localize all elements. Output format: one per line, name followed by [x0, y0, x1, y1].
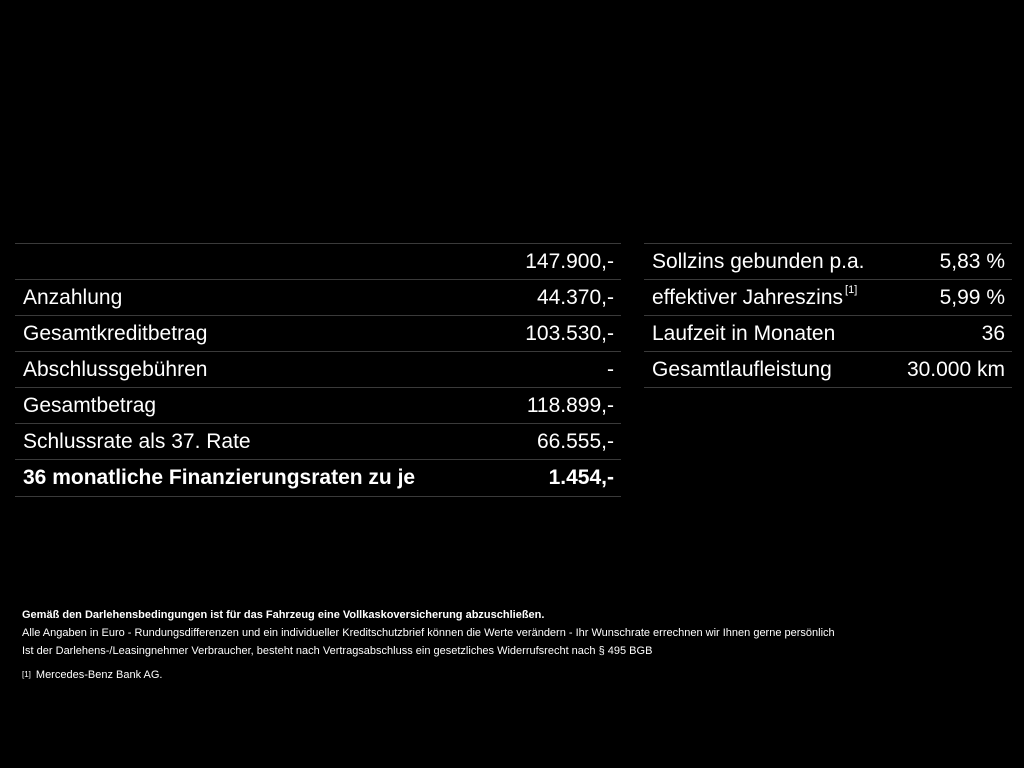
financing-row-total-amount: [15, 388, 621, 424]
row-value: 66.555,-: [536, 429, 614, 453]
withdrawal-note: Ist der Darlehens-/Leasingnehmer Verbraucher, besteht nach Vertragsabschluss ein gesetzliches Widerrufsrecht nach § 495 BGB: [22, 645, 653, 657]
row-label: 36 monatliche Finanzierungsraten zu je: [23, 466, 416, 489]
row-label: Gesamtkreditbetrag: [23, 321, 208, 345]
financing-row-price: [15, 244, 621, 280]
row-label: Gesamtbetrag: [23, 393, 157, 417]
row-value: 1.454,-: [548, 466, 614, 489]
insurance-note: Gemäß den Darlehensbedingungen ist für das Fahrzeug eine Vollkaskoversicherung abzuschließen.: [22, 609, 545, 621]
financing-row-closing-fees: [15, 352, 621, 388]
footnote-ref-text: Mercedes-Benz Bank AG.: [35, 669, 163, 681]
row-value: 5,99 %: [939, 285, 1005, 309]
footnote-reference: [22, 666, 1002, 684]
financing-table: [15, 243, 621, 497]
footnote-ref-marker: [1]: [22, 670, 31, 679]
financing-row-monthly-rate: [15, 460, 621, 497]
conditions-table: [644, 243, 1012, 388]
row-value: 44.370,-: [536, 285, 614, 309]
row-label: Abschlussgebühren: [23, 357, 208, 381]
conditions-row-effective-rate: [644, 280, 1012, 316]
row-label: Sollzins gebunden p.a.: [652, 249, 865, 273]
conditions-row-borrowing-rate: [644, 244, 1012, 280]
footnote-marker: [1]: [845, 283, 858, 296]
row-label: Gesamtlaufleistung: [652, 357, 832, 381]
conditions-row-mileage: [644, 352, 1012, 388]
row-value: 5,83 %: [939, 249, 1005, 273]
legal-footnotes: [22, 606, 1002, 684]
financing-row-total-credit: [15, 316, 621, 352]
row-value: 30.000 km: [906, 357, 1005, 381]
row-value: 147.900,-: [525, 249, 614, 273]
row-value: -: [607, 357, 614, 381]
disclaimer-note: Alle Angaben in Euro - Rundungsdifferenzen und ein individueller Kreditschutzbrief können die Werte verändern - Ihr Wunschrate errechnen wir Ihnen gerne persönlich: [22, 627, 835, 639]
row-value: 118.899,-: [526, 393, 614, 417]
conditions-row-term: [644, 316, 1012, 352]
row-label: Schlussrate als 37. Rate: [23, 429, 251, 453]
row-label: Laufzeit in Monaten: [652, 321, 836, 345]
row-value: 36: [981, 321, 1005, 345]
financing-row-final-installment: [15, 424, 621, 460]
row-value: 103.530,-: [525, 321, 614, 345]
financing-row-down-payment: [15, 280, 621, 316]
row-label: Anzahlung: [23, 285, 123, 309]
row-label: effektiver Jahreszins [1]: [652, 283, 858, 309]
